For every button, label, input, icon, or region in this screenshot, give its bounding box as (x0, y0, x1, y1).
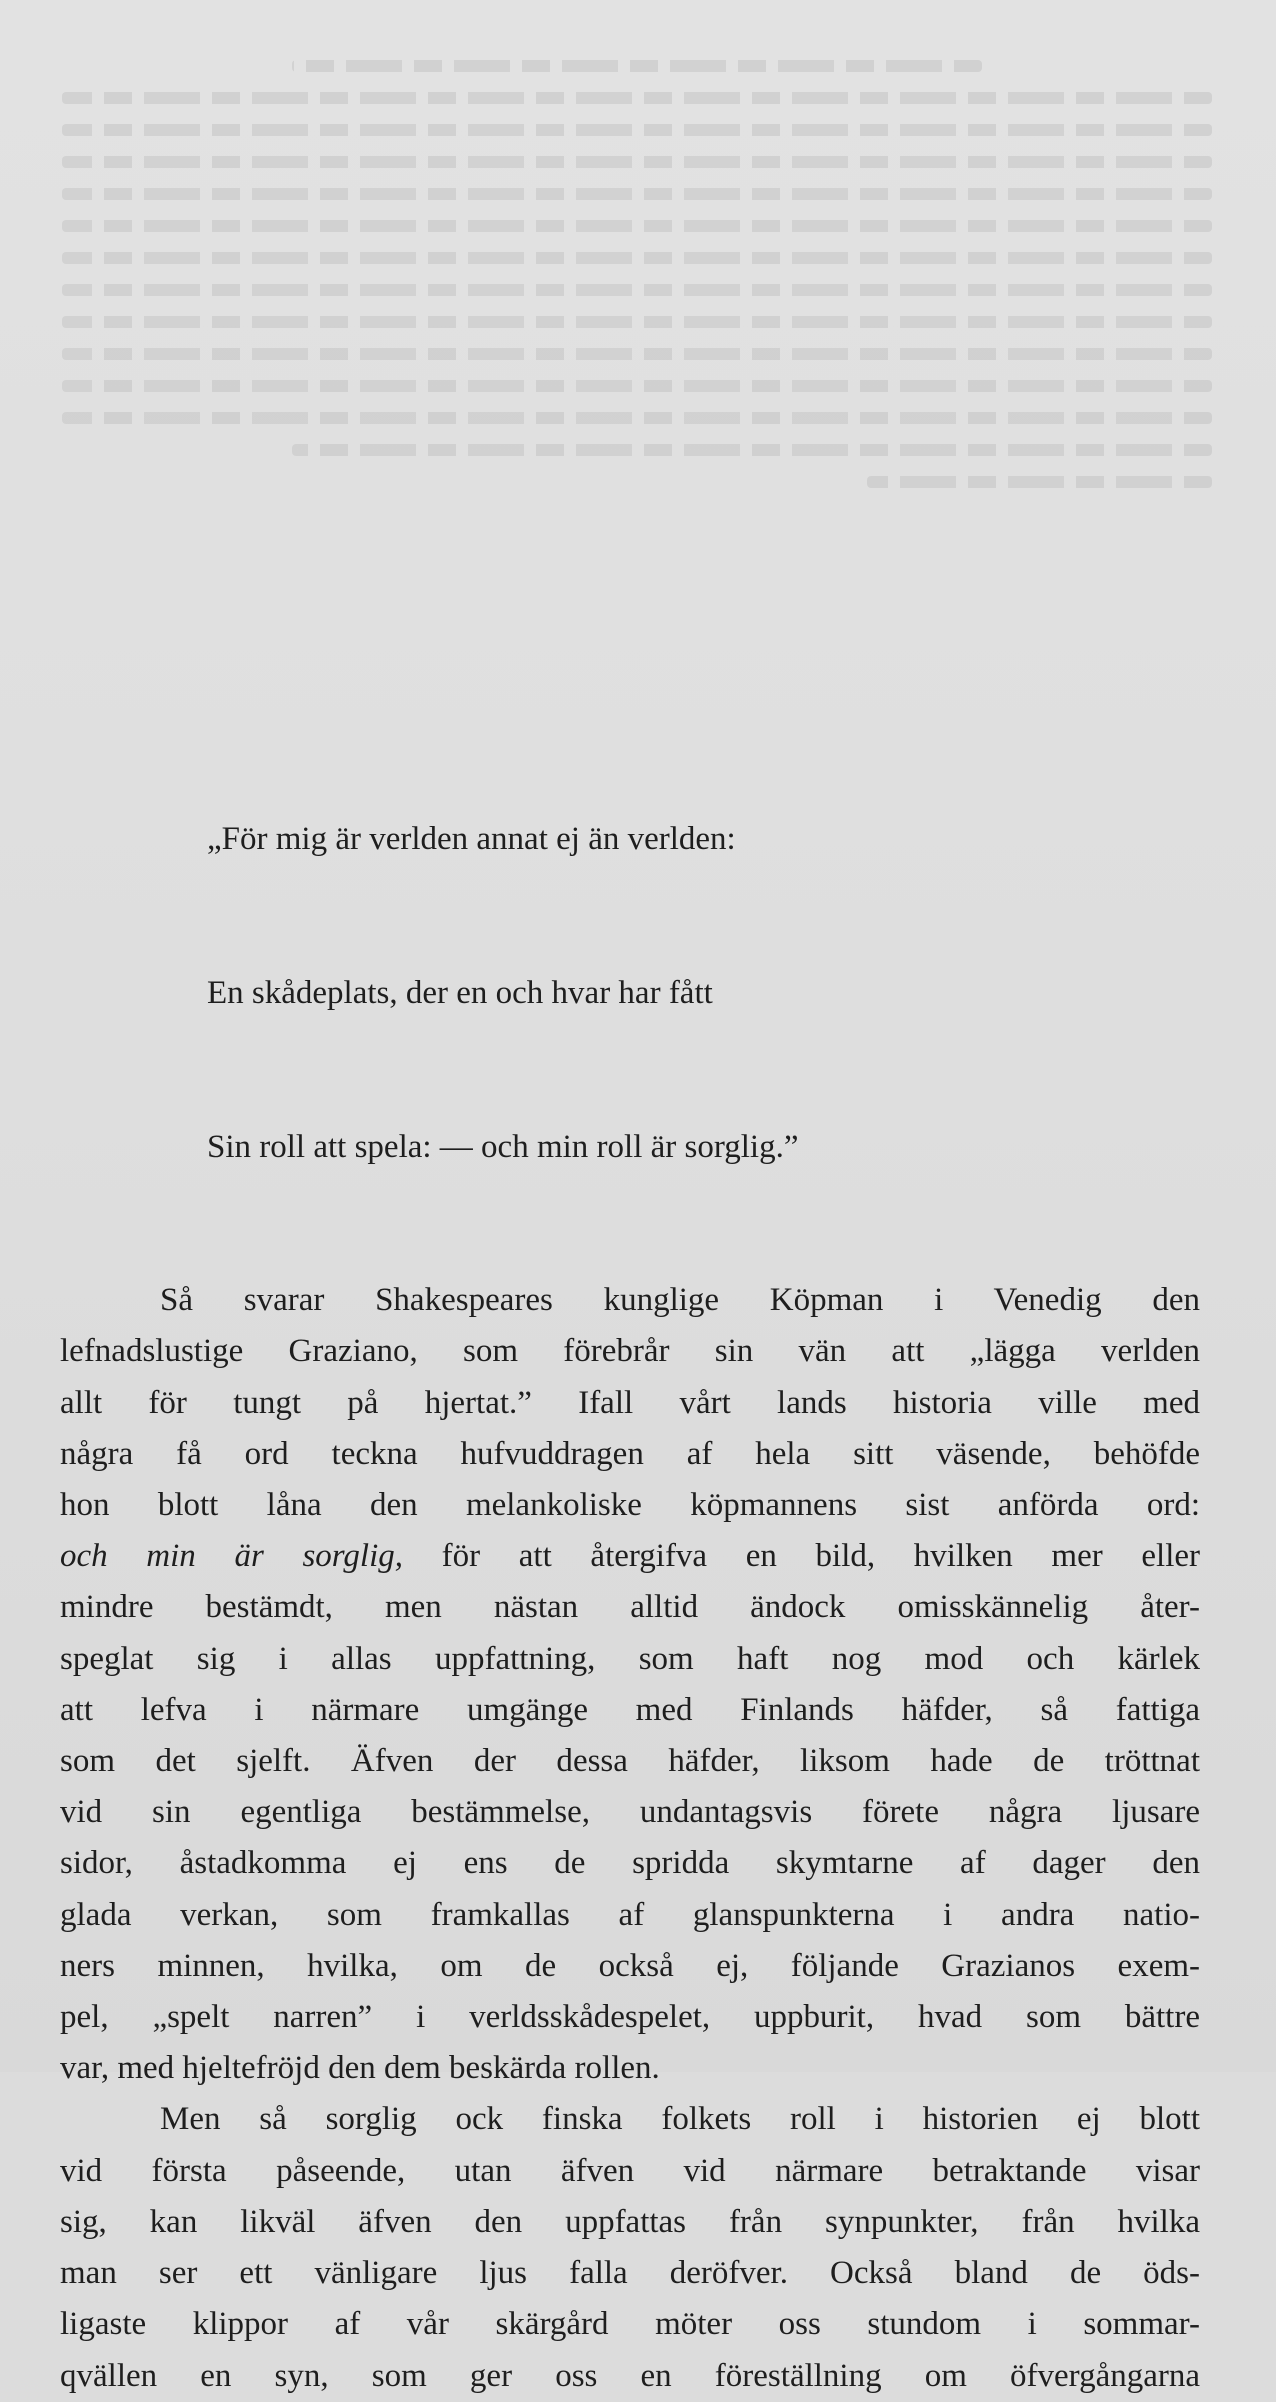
verse-quote (207, 712, 1200, 1275)
text-line: glada verkan, som framkallas af glanspunkterna i andra natio- (60, 1896, 1200, 1933)
text-line: ligaste klippor af vår skärgård möter oss stundom i sommar- (60, 2306, 1200, 2343)
verse-line: „För mig är verlden annat ej än verlden: (207, 821, 736, 858)
text-line: man ser ett vänligare ljus falla deröfver. Också bland de öds- (60, 2255, 1200, 2292)
text-line: hon blott låna den melankoliske köpmannens sist anförda ord: (60, 1487, 1200, 1524)
bleed-through-texture (62, 40, 1212, 507)
text-line: sig, kan likväl äfven den uppfattas från synpunkter, från hvilka (60, 2203, 1200, 2240)
text-line: att lefva i närmare umgänge med Finlands häfder, så fattiga (60, 1691, 1200, 1728)
text-line: Men så sorglig ock finska folkets roll i historien ej blott (160, 2101, 1200, 2138)
text-line: lefnadslustige Graziano, som förebrår sin vän att „lägga verlden (60, 1333, 1200, 1370)
text-line (60, 1531, 1200, 1582)
text-fragment: för att återgifva en bild, hvilken mer eller (403, 1538, 1200, 1575)
text-line: Så svarar Shakespeares kunglige Köpman i Venedig den (160, 1282, 1200, 1319)
text-line: qvällen en syn, som ger oss en föreställning om öfvergångarna (60, 2357, 1200, 2394)
text-line: som det sjelft. Äfven der dessa häfder, liksom hade de tröttnat (60, 1743, 1200, 1780)
paragraph-2 (60, 2094, 1200, 2401)
verse-line: En skådeplats, der en och hvar har fått (207, 975, 713, 1012)
italic-quote: och min är sorglig, (60, 1538, 403, 1575)
text-line: vid första påseende, utan äfven vid närmare betraktande visar (60, 2152, 1200, 2189)
text-line: pel, „spelt narren” i verldsskådespelet, uppburit, hvad som bättre (60, 1999, 1200, 2036)
text-line: några få ord teckna hufvuddragen af hela sitt väsende, behöfde (60, 1435, 1200, 1472)
text-line: sidor, åstadkomma ej ens de spridda skymtarne af dager den (60, 1845, 1200, 1882)
text-line: speglat sig i allas uppfattning, som haft nog mod och kärlek (60, 1640, 1200, 1677)
text-line: var, med hjeltefröjd den dem beskärda rollen. (60, 2050, 660, 2087)
verse-line: Sin roll att spela: — och min roll är sorglig.” (207, 1128, 799, 1165)
page-text (60, 712, 1200, 2402)
text-line: vid sin egentliga bestämmelse, undantagsvis förete några ljusare (60, 1794, 1200, 1831)
text-line: mindre bestämdt, men nästan alltid ändock omisskännelig åter- (60, 1589, 1200, 1626)
text-line: ners minnen, hvilka, om de också ej, följande Grazianos exem- (60, 1947, 1200, 1984)
text-line: allt för tungt på hjertat.” Ifall vårt lands historia ville med (60, 1384, 1200, 1421)
paragraph-1 (60, 1275, 1200, 2094)
